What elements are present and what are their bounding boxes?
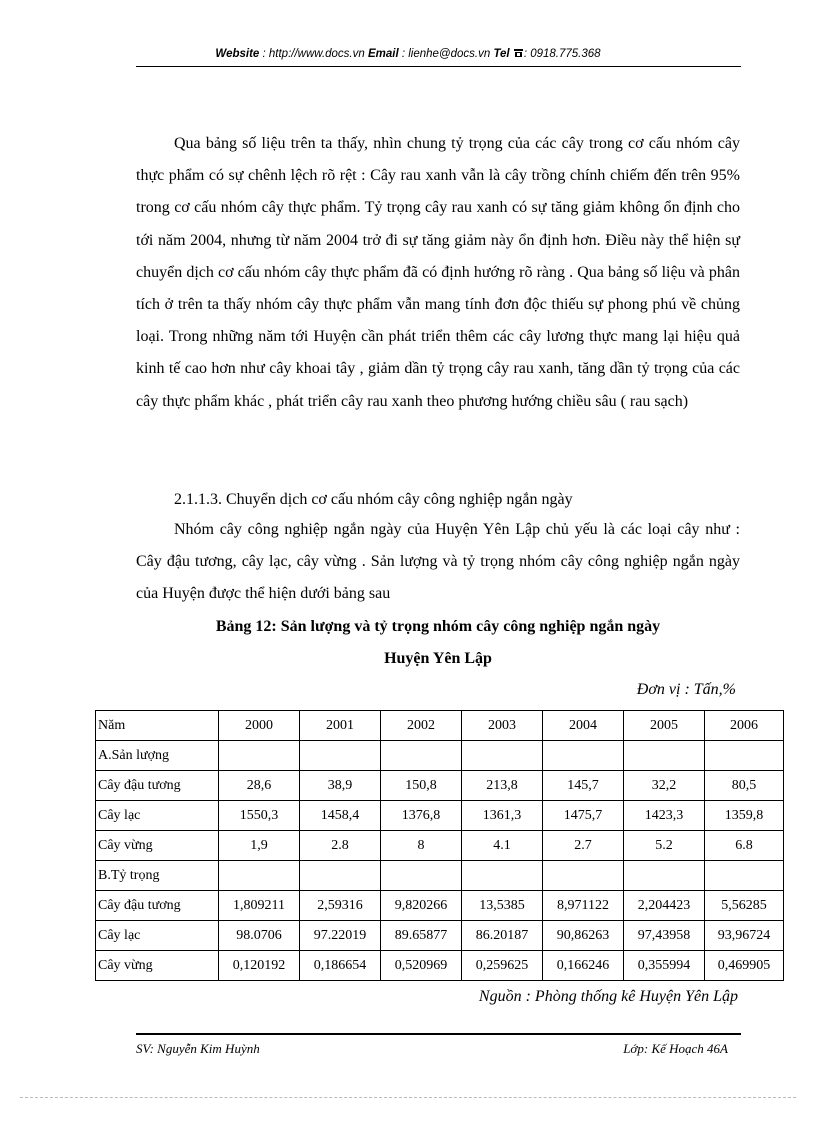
table-cell: 1359,8: [705, 801, 784, 831]
header-cell: 2005: [624, 711, 705, 741]
table-cell: 0,355994: [624, 951, 705, 981]
table-cell: 80,5: [705, 771, 784, 801]
row-label: Cây lạc: [96, 801, 219, 831]
header-cell: Năm: [96, 711, 219, 741]
table-cell: [624, 861, 705, 891]
table-cell: 32,2: [624, 771, 705, 801]
header-cell: 2001: [300, 711, 381, 741]
table-cell: 0,469905: [705, 951, 784, 981]
table-cell: [381, 741, 462, 771]
table-cell: 0,520969: [381, 951, 462, 981]
table-cell: [462, 741, 543, 771]
paragraph-2: Nhóm cây công nghiệp ngắn ngày của Huyện Yên Lập chủ yếu là các loại cây như : Cây đậu tương, cây lạc, cây vừng . Sản lượng và tỷ trọng nhóm cây công nghiệp ngắn ngày của Huyện được thể hiện dưới bảng sau: [136, 521, 740, 603]
header-divider: [136, 66, 741, 67]
table-row: [96, 801, 784, 831]
header-cell: 2002: [381, 711, 462, 741]
table-cell: 1423,3: [624, 801, 705, 831]
header-cell: 2003: [462, 711, 543, 741]
footer-class: Lớp: Kế Hoạch 46A: [623, 1041, 728, 1056]
table-cell: [381, 861, 462, 891]
section-heading: 2.1.1.3. Chuyển dịch cơ cấu nhóm cây công nghiệp ngắn ngày: [174, 491, 573, 508]
table-cell: [705, 861, 784, 891]
table-row: [96, 951, 784, 981]
table-cell: 1,809211: [219, 891, 300, 921]
table-row: [96, 741, 784, 771]
header-cell: 2006: [705, 711, 784, 741]
table-cell: [219, 741, 300, 771]
row-label: Cây lạc: [96, 921, 219, 951]
page-header: [0, 48, 816, 60]
table-header-row: [96, 711, 784, 741]
table-cell: 1550,3: [219, 801, 300, 831]
table-cell: [462, 861, 543, 891]
header-cell: 2000: [219, 711, 300, 741]
table-cell: 1376,8: [381, 801, 462, 831]
email-label: Email: [367, 48, 399, 60]
table-cell: 5,56285: [705, 891, 784, 921]
table-row: [96, 831, 784, 861]
row-label: Cây đậu tương: [96, 891, 219, 921]
table-cell: [705, 741, 784, 771]
footer-divider: [136, 1033, 741, 1035]
table-unit: Đơn vị : Tấn,%: [636, 681, 736, 698]
table-cell: 0,166246: [543, 951, 624, 981]
table-cell: 2,59316: [300, 891, 381, 921]
row-label: Cây đậu tương: [96, 771, 219, 801]
row-label: A.Sản lượng: [96, 741, 219, 771]
table-cell: [543, 741, 624, 771]
table-cell: 6.8: [705, 831, 784, 861]
table-cell: 98.0706: [219, 921, 300, 951]
phone-icon: [513, 48, 524, 60]
table-cell: 13,5385: [462, 891, 543, 921]
table-cell: 90,86263: [543, 921, 624, 951]
table-cell: 2,204423: [624, 891, 705, 921]
table-cell: 4.1: [462, 831, 543, 861]
table-source: Nguồn : Phòng thống kê Huyện Yên Lập: [478, 988, 738, 1005]
table-cell: 2.7: [543, 831, 624, 861]
table-cell: [624, 741, 705, 771]
table-cell: 86.20187: [462, 921, 543, 951]
table-row: [96, 861, 784, 891]
table-cell: 38,9: [300, 771, 381, 801]
table-cell: 28,6: [219, 771, 300, 801]
table-cell: 8,971122: [543, 891, 624, 921]
table-caption: Bảng 12: Sản lượng và tỷ trọng nhóm cây công nghiệp ngắn ngày: [215, 618, 661, 635]
table-cell: 0,186654: [300, 951, 381, 981]
table-cell: 1475,7: [543, 801, 624, 831]
data-table: [95, 710, 784, 981]
row-label: Cây vừng: [96, 831, 219, 861]
email-value: : lienhe@docs.vn: [398, 48, 494, 60]
website-value: : http://www.docs.vn: [259, 48, 368, 60]
table-cell: 97.22019: [300, 921, 381, 951]
table-cell: 1,9: [219, 831, 300, 861]
header-cell: 2004: [543, 711, 624, 741]
table-cell: [543, 861, 624, 891]
tel-label: Tel: [493, 48, 513, 60]
table-cell: [219, 861, 300, 891]
table-caption-location: Huyện Yên Lập: [384, 650, 492, 667]
table-cell: 0,259625: [462, 951, 543, 981]
table-cell: 8: [381, 831, 462, 861]
table-row: [96, 921, 784, 951]
page-bottom-divider: [20, 1097, 796, 1098]
table-cell: 150,8: [381, 771, 462, 801]
table-cell: 145,7: [543, 771, 624, 801]
row-label: B.Tỷ trọng: [96, 861, 219, 891]
table-cell: 0,120192: [219, 951, 300, 981]
table-cell: [300, 741, 381, 771]
table-cell: 1458,4: [300, 801, 381, 831]
table-cell: 9,820266: [381, 891, 462, 921]
paragraph-1: Qua bảng số liệu trên ta thấy, nhìn chung tỷ trọng của các cây trong cơ cấu nhóm cây thực phẩm có sự chênh lệch rõ rệt : Cây rau xanh vẫn là cây trồng chính chiếm đến trên 95% trong cơ cấu nhóm cây thực phẩm. Tỷ trọng cây rau xanh có sự tăng giảm không ổn định cho tới năm 2004, nhưng từ năm 2004 trở đi sự tăng giảm này ổn định hơn. Điều này thể hiện sự chuyển dịch cơ cấu nhóm cây thực phẩm đã có định hướng rõ ràng . Qua bảng số liệu và phân tích ở trên ta thấy nhóm cây thực phẩm vẫn mang tính đơn độc thiếu sự phong phú về chủng loại. Trong những năm tới Huyện cần phát triển thêm các cây lương thực mang lại hiệu quả kinh tế cao hơn như cây khoai tây , giảm dần tỷ trọng cây rau xanh, tăng dần tỷ trọng của các cây thực phẩm khác , phát triển cây rau xanh theo phương hướng chiều sâu ( rau sạch): [136, 135, 740, 410]
table-row: [96, 771, 784, 801]
table-row: [96, 891, 784, 921]
table-cell: [300, 861, 381, 891]
table-cell: 97,43958: [624, 921, 705, 951]
table-cell: 89.65877: [381, 921, 462, 951]
tel-value: : 0918.775.368: [523, 48, 601, 60]
table-cell: 213,8: [462, 771, 543, 801]
table-cell: 5.2: [624, 831, 705, 861]
table-cell: 93,96724: [705, 921, 784, 951]
footer-student: SV: Nguyễn Kim Huỳnh: [136, 1041, 260, 1056]
website-label: Website: [215, 48, 260, 60]
row-label: Cây vừng: [96, 951, 219, 981]
table-cell: 2.8: [300, 831, 381, 861]
table-cell: 1361,3: [462, 801, 543, 831]
